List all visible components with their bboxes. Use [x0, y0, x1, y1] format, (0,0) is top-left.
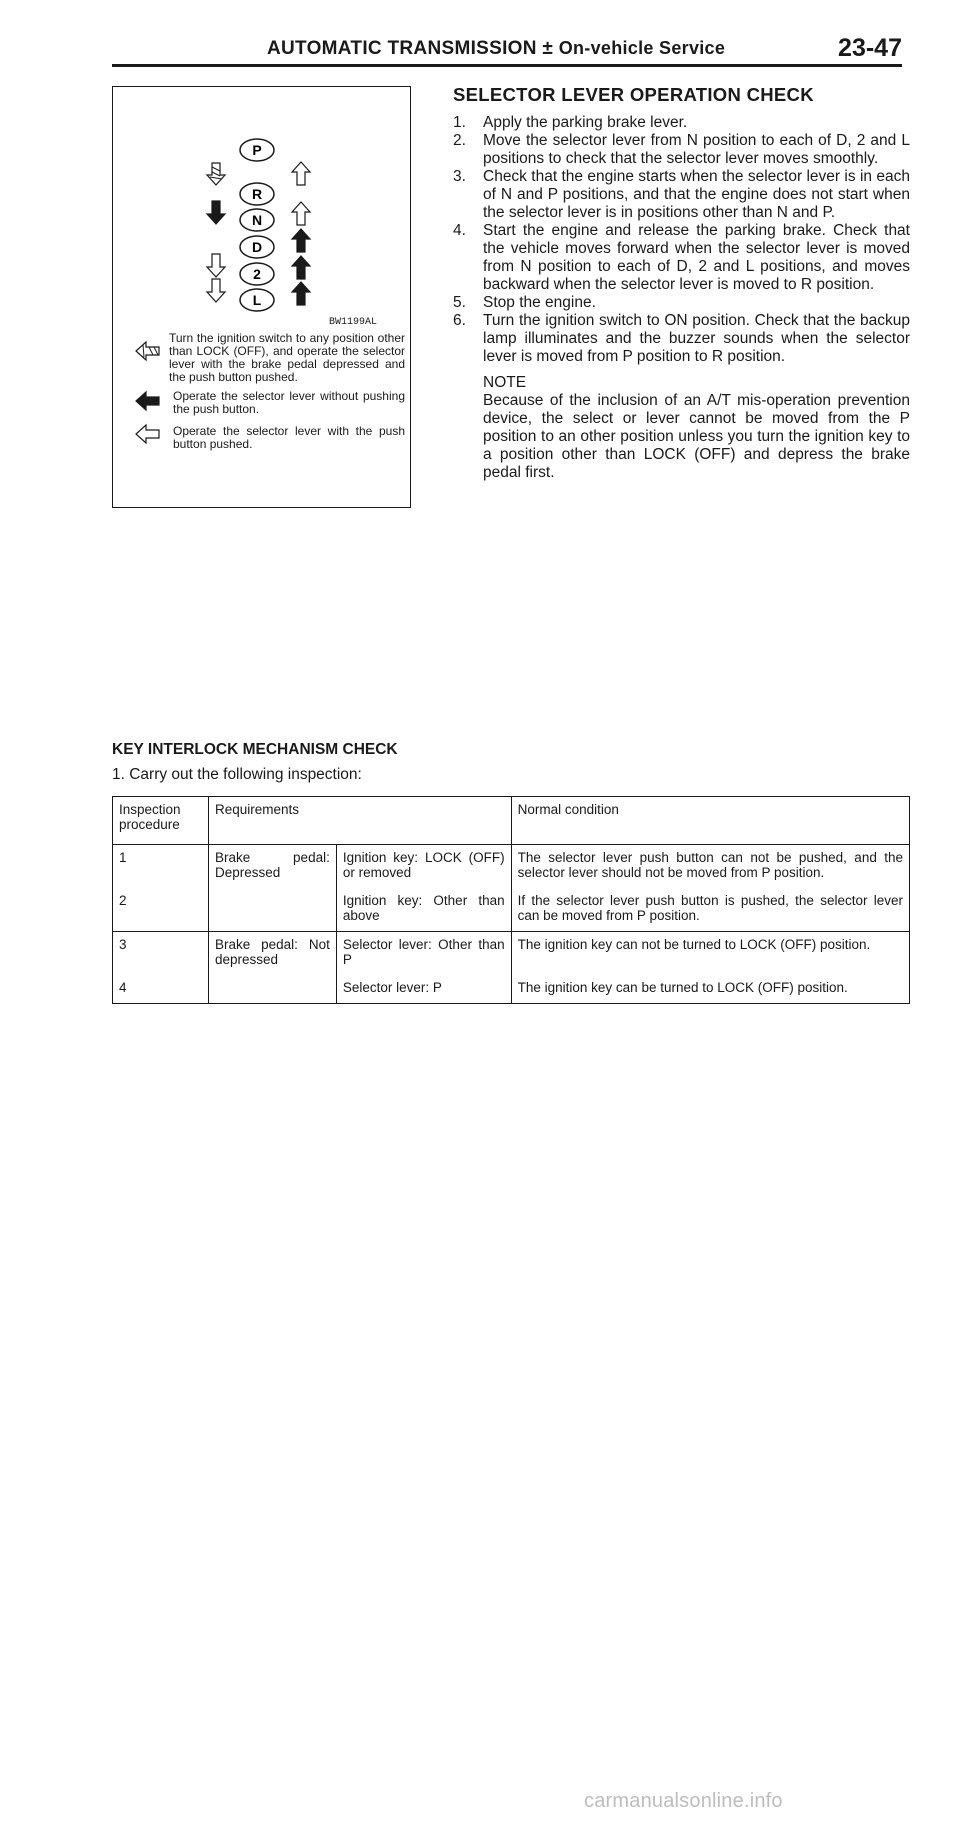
cell-procedure: 4 — [113, 975, 209, 1004]
position-n — [240, 209, 274, 231]
section-title: AUTOMATIC TRANSMISSION ± — [267, 38, 554, 59]
position-n-label: N — [251, 212, 263, 228]
key-interlock-step: 1. Carry out the following inspection: — [112, 766, 362, 783]
cell-procedure: 3 — [113, 932, 209, 976]
cell-procedure: 2 — [113, 888, 209, 932]
outline-arrow-left-icon — [136, 425, 159, 443]
note-label: NOTE — [483, 374, 527, 391]
solid-arrow-up-icon — [292, 256, 310, 279]
step-number: 5. — [453, 294, 466, 311]
solid-arrow-left-icon — [136, 392, 159, 410]
position-r — [240, 183, 274, 205]
position-d-label: D — [251, 239, 263, 255]
cell-requirement: Ignition key: LOCK (OFF) or removed — [336, 845, 511, 889]
note-block — [483, 374, 910, 482]
legend-solid-text: Operate the selector lever without pushing the push button. — [173, 389, 405, 416]
figure-code: BW1199AL — [329, 317, 378, 328]
step-item — [453, 222, 910, 294]
step-number: 6. — [453, 312, 466, 329]
cell-requirement: Selector lever: Other than P — [336, 932, 511, 976]
solid-arrow-up-icon — [292, 282, 310, 305]
step-item — [453, 312, 910, 366]
solid-arrow-up-icon — [292, 229, 310, 252]
cell-brake-pedal: Brake pedal: Depressed — [208, 845, 336, 932]
header-requirements: Requirements — [208, 797, 511, 845]
step-text: Start the engine and release the parking brake. Check that the vehicle moves forward when the selector lever is moved from N position to each of D, 2 and L positions, and moves backward when the selector lever is moved to R position. — [483, 222, 910, 293]
position-r-label: R — [251, 186, 263, 202]
selector-check-section — [453, 84, 910, 482]
cell-normal: The ignition key can be turned to LOCK (OFF) position. — [511, 975, 909, 1004]
step-item — [453, 114, 910, 132]
table-row — [113, 845, 910, 889]
step-number: 3. — [453, 168, 466, 185]
hatched-arrow-down-icon — [207, 163, 225, 185]
cell-procedure: 1 — [113, 845, 209, 889]
step-number: 4. — [453, 222, 466, 239]
outline-arrow-down-icon — [207, 279, 225, 302]
legend-outline-text: Operate the selector lever with the push button pushed. — [173, 424, 405, 451]
key-interlock-title: KEY INTERLOCK MECHANISM CHECK — [112, 741, 398, 758]
position-p — [240, 139, 274, 161]
header-normal: Normal condition — [511, 797, 909, 845]
header-procedure: Inspection procedure — [113, 797, 209, 845]
selector-check-steps — [453, 114, 910, 366]
position-l-label: L — [252, 292, 262, 308]
step-item — [453, 168, 910, 222]
step-text: Move the selector lever from N position to each of D, 2 and L positions to check that the selector lever moves smoothly. — [483, 132, 910, 167]
legend-hatched-text: Turn the ignition switch to any position other than LOCK (OFF), and operate the selector lever with the brake pedal depressed and the push button pushed. — [169, 331, 405, 384]
position-2 — [240, 263, 274, 285]
position-l — [240, 289, 274, 311]
outline-arrow-up-icon — [292, 202, 310, 225]
hatched-arrow-left-icon — [136, 342, 159, 360]
solid-arrow-down-icon — [207, 201, 225, 224]
step-item — [453, 132, 910, 168]
step-text: Apply the parking brake lever. — [483, 114, 688, 131]
step-number: 1. — [453, 114, 466, 131]
note-text: Because of the inclusion of an A/T mis-operation prevention device, the select or lever cannot be moved from the P position to an other position unless you turn the ignition key to a position other than LOCK (OFF) and depress the brake pedal first. — [483, 392, 910, 481]
watermark: carmanualsonline.info — [584, 1790, 783, 1812]
step-text: Turn the ignition switch to ON position. Check that the backup lamp illuminates and the buzzer sounds when the selector lever is moved from P position to R position. — [483, 312, 910, 365]
page-number: 23-47 — [838, 34, 902, 62]
table-row — [113, 932, 910, 976]
header-title — [267, 38, 725, 60]
page-header — [112, 34, 902, 67]
step-item — [453, 294, 910, 312]
outline-arrow-down-icon — [207, 254, 225, 277]
position-2-label: 2 — [253, 266, 261, 282]
inspection-table — [112, 796, 910, 1004]
step-number: 2. — [453, 132, 466, 149]
selector-lever-figure — [112, 86, 411, 508]
position-d — [240, 236, 274, 258]
cell-requirement: Ignition key: Other than above — [336, 888, 511, 932]
cell-normal: If the selector lever push button is pushed, the selector lever can be moved from P position. — [511, 888, 909, 932]
cell-brake-pedal: Brake pedal: Not depressed — [208, 932, 336, 1004]
cell-normal: The ignition key can not be turned to LOCK (OFF) position. — [511, 932, 909, 976]
cell-normal: The selector lever push button can not be pushed, and the selector lever should not be moved from P position. — [511, 845, 909, 889]
step-text: Stop the engine. — [483, 294, 596, 311]
table-header-row — [113, 797, 910, 845]
cell-requirement: Selector lever: P — [336, 975, 511, 1004]
outline-arrow-up-icon — [292, 162, 310, 185]
step-text: Check that the engine starts when the selector lever is in each of N and P positions, and that the engine does not start when the selector lever is in positions other than N and P. — [483, 168, 910, 221]
section-subtitle: On-vehicle Service — [558, 38, 726, 58]
selector-check-title: SELECTOR LEVER OPERATION CHECK — [453, 84, 814, 105]
position-p-label: P — [252, 142, 262, 158]
